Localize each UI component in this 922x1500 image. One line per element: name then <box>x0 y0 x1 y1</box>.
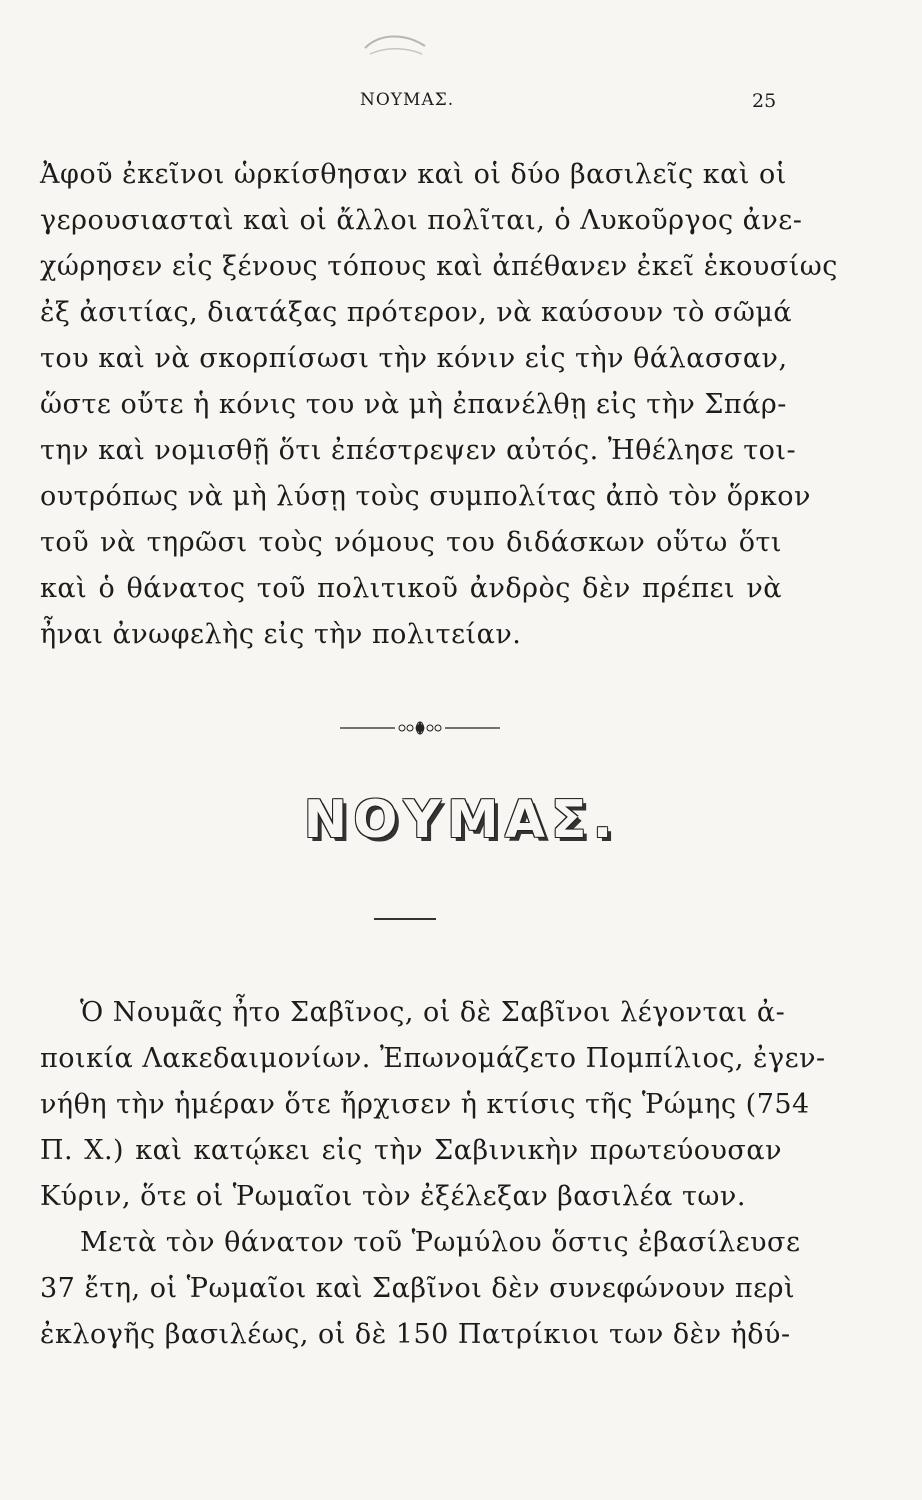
paragraph-romulus <box>40 1220 801 1358</box>
text-line: την καὶ νομισθῇ ὅτι ἐπέστρεψεν αὐτός. Ἠθέλησε τοι- <box>40 435 797 466</box>
text-line: 37 ἔτη, οἱ Ῥωμαῖοι καὶ Σαβῖνοι δὲν συνεφώνουν περὶ <box>40 1273 796 1304</box>
section-title: ΝΟΥΜΑΣ. <box>303 790 619 850</box>
text-line: καὶ ὁ θάνατος τοῦ πολιτικοῦ ἀνδρὸς δὲν πρέπει νὰ <box>40 573 782 604</box>
page-number: 25 <box>752 90 777 112</box>
text-line: Π. Χ.) καὶ κατῴκει εἰς τὴν Σαβινικὴν πρωτεύουσαν <box>40 1135 782 1166</box>
title-rule <box>374 918 436 920</box>
section-ornament <box>340 716 500 740</box>
running-head <box>0 90 922 120</box>
text-line: χώρησεν εἰς ξένους τόπους καὶ ἀπέθανεν ἐκεῖ ἑκουσίως <box>40 251 838 282</box>
text-line: Ὁ Νουμᾶς ἦτο Σαβῖνος, οἱ δὲ Σαβῖνοι λέγονται ἀ- <box>80 997 786 1028</box>
text-line: ἐξ ἀσιτίας, διατάξας πρότερον, νὰ καύσουν τὸ σῶμά <box>40 297 793 328</box>
text-line: ουτρόπως νὰ μὴ λύσῃ τοὺς συμπολίτας ἀπὸ τὸν ὅρκον <box>40 481 811 512</box>
text-line: ἐκλογῆς βασιλέως, οἱ δὲ 150 Πατρίκιοι των δὲν ἠδύ- <box>40 1319 791 1350</box>
paragraph-numa <box>40 990 826 1220</box>
text-line: Μετὰ τὸν θάνατον τοῦ Ῥωμύλου ὅστις ἐβασίλευσε <box>80 1227 801 1258</box>
text-line: γερουσιασταὶ καὶ οἱ ἄλλοι πολῖται, ὁ Λυκοῦργος ἀνε- <box>40 205 803 236</box>
text-line: νήθη τὴν ἡμέραν ὅτε ἤρχισεν ἡ κτίσις τῆς Ῥώμης (754 <box>40 1089 810 1120</box>
running-title: ΝΟΥΜΑΣ. <box>360 90 455 110</box>
text-line: ποικία Λακεδαιμονίων. Ἐπωνομάζετο Πομπίλιος, ἐγεν- <box>40 1043 826 1074</box>
text-line: Ἀφοῦ ἐκεῖνοι ὡρκίσθησαν καὶ οἱ δύο βασιλεῖς καὶ οἱ <box>40 159 787 190</box>
text-line: Κύριν, ὅτε οἱ Ῥωμαῖοι τὸν ἐξέλεξαν βασιλέα των. <box>40 1181 746 1212</box>
ink-smudge <box>360 28 430 58</box>
text-line: του καὶ νὰ σκορπίσωσι τὴν κόνιν εἰς τὴν θάλασσαν, <box>40 343 788 374</box>
text-line: ἦναι ἀνωφελὴς εἰς τὴν πολιτείαν. <box>40 619 522 650</box>
text-line: τοῦ νὰ τηρῶσι τοὺς νόμους του διδάσκων οὕτω ὅτι <box>40 527 782 558</box>
text-line: ὥστε οὔτε ἡ κόνις του νὰ μὴ ἐπανέλθῃ εἰς τὴν Σπάρ- <box>40 389 787 420</box>
paragraph-lycurgus <box>40 152 838 658</box>
